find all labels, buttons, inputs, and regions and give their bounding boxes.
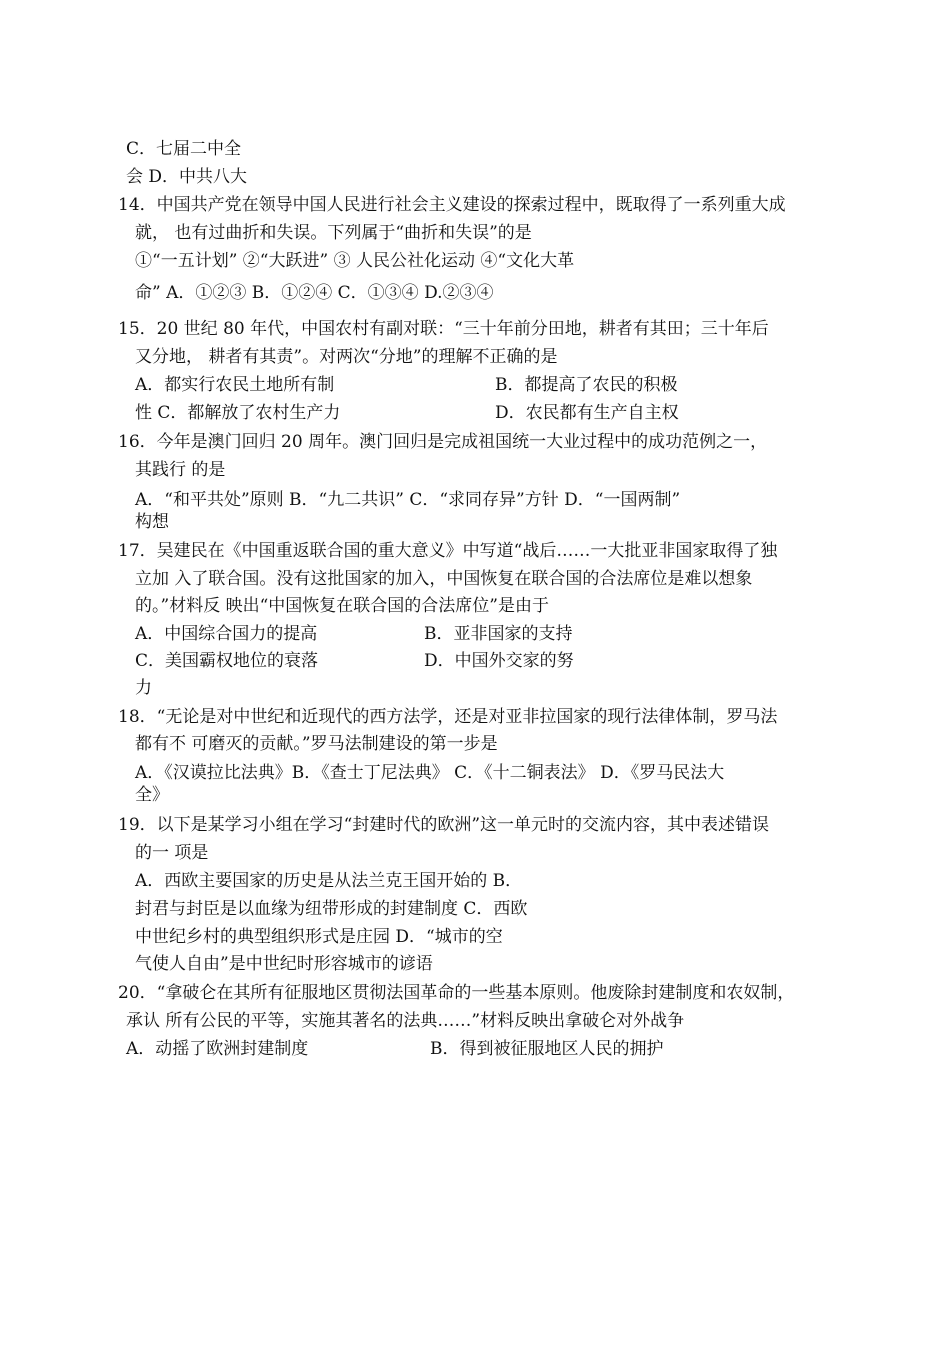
q15-stem-cont: 又分地， 耕者有其责”。对两次“分地”的理解不正确的是 [135, 347, 558, 367]
q18-stem-cont: 都有不 可磨灭的贡献。”罗马法制建设的第一步是 [135, 734, 498, 754]
q17-stem-cont-2: 的。”材料反 映出“中国恢复在联合国的合法席位”是由于 [135, 596, 549, 616]
q19-options-4: 气使人自由”是中世纪时形容城市的谚语 [135, 954, 433, 974]
q17-stem-cont-1: 立加 入了联合国。没有这批国家的加入，中国恢复在联合国的合法席位是难以想象 [135, 569, 753, 589]
q13-option-d: 会 D．中共八大 [126, 167, 248, 187]
q17-option-a: A．中国综合国力的提高 [135, 624, 318, 644]
q18-options: A．《汉谟拉比法典》B．《查士丁尼法典》 C．《十二铜表法》 D．《罗马民法大 [135, 763, 725, 783]
q14-stem: 14．中国共产党在领导中国人民进行社会主义建设的探索过程中，既取得了一系列重大成 [118, 195, 786, 215]
q17-stem: 17．吴建民在《中国重返联合国的重大意义》中写道“战后……一大批亚非国家取得了独 [118, 541, 778, 561]
q17-option-c: C．美国霸权地位的衰落 [135, 651, 319, 671]
q18-stem: 18．“无论是对中世纪和近现代的西方法学，还是对亚非拉国家的现行法律体制，罗马法 [118, 707, 778, 727]
q16-stem: 16．今年是澳门回归 20 周年。澳门回归是完成祖国统一大业过程中的成功范例之一， [118, 432, 768, 452]
q19-stem-cont: 的一 项是 [135, 843, 209, 863]
q15-stem: 15．20 世纪 80 年代，中国农村有副对联：“三十年前分田地，耕者有其田；三十年后 [118, 319, 769, 339]
q14-options: 命” A．①②③ B．①②④ C．①③④ D.②③④ [135, 283, 494, 303]
q20-option-b: B．得到被征服地区人民的拥护 [430, 1039, 664, 1059]
q19-stem: 19．以下是某学习小组在学习“封建时代的欧洲”这一单元时的交流内容，其中表述错误 [118, 815, 770, 835]
q16-stem-cont: 其践行 的是 [135, 460, 226, 480]
q15-option-d: D．农民都有生产自主权 [495, 403, 679, 423]
q16-options-cont: 构想 [135, 512, 169, 532]
q19-options-1: A．西欧主要国家的历史是从法兰克王国开始的 B． [135, 871, 523, 891]
q15-option-a: A．都实行农民土地所有制 [135, 375, 335, 395]
q18-options-cont: 全》 [135, 785, 169, 805]
q20-stem-cont: 承认 所有公民的平等，实施其著名的法典……”材料反映出拿破仑对外战争 [126, 1011, 685, 1031]
q17-option-d-cont: 力 [135, 678, 152, 698]
q20-stem: 20．“拿破仑在其所有征服地区贯彻法国革命的一些基本原则。他废除封建制度和农奴制， [118, 983, 795, 1003]
q14-items: ①“一五计划” ②“大跃进” ③ 人民公社化运动 ④“文化大革 [135, 251, 575, 271]
q17-option-d: D．中国外交家的努 [424, 651, 574, 671]
q16-options: A．“和平共处”原则 B．“九二共识” C．“求同存异”方针 D．“一国两制” [135, 490, 681, 510]
q15-option-b: B．都提高了农民的积极 [495, 375, 678, 395]
q17-option-b: B．亚非国家的支持 [424, 624, 573, 644]
q19-options-3: 中世纪乡村的典型组织形式是庄园 D．“城市的空 [135, 927, 503, 947]
q19-options-2: 封君与封臣是以血缘为纽带形成的封建制度 C．西欧 [135, 899, 528, 919]
q13-option-c: C．七届二中全 [126, 139, 242, 159]
q14-stem-cont: 就， 也有过曲折和失误。下列属于“曲折和失误”的是 [135, 223, 532, 243]
q20-option-a: A．动摇了欧洲封建制度 [126, 1039, 309, 1059]
q15-option-c: 性 C．都解放了农村生产力 [135, 403, 341, 423]
